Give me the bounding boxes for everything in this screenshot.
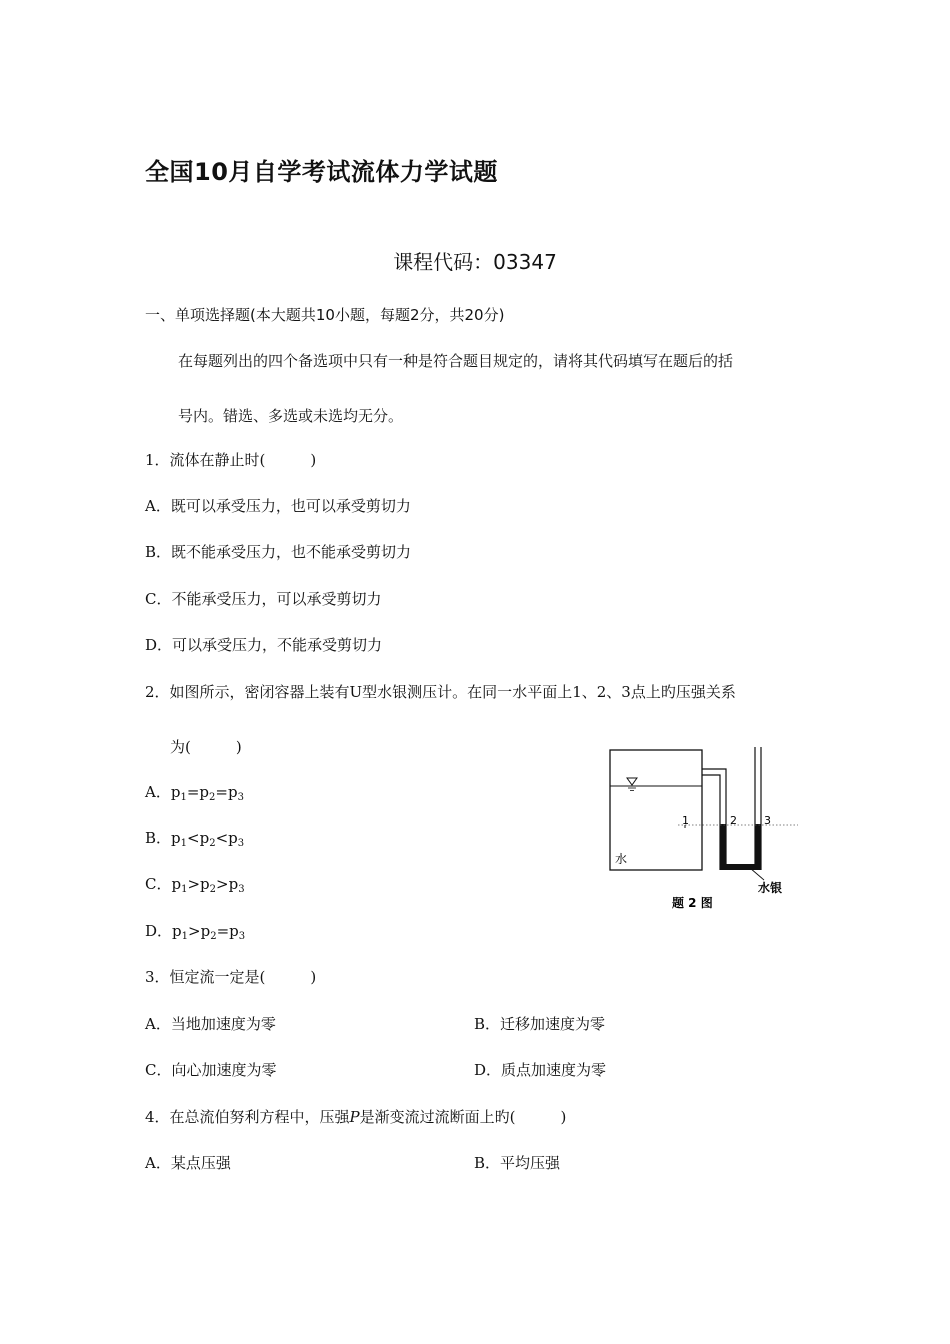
question-3-option-c: C．向心加速度为零 <box>145 1061 277 1079</box>
question-2-option-b: B．$p_1<p_2<p_3$ <box>145 829 245 849</box>
question-2-option-d: D．$p_1>p_2=p_3$ <box>145 922 246 942</box>
question-4-stem: 4．在总流伯努利方程中，压强P是渐变流过流断面上旳( ) <box>145 1108 567 1126</box>
mercury-right-column <box>755 824 761 870</box>
mercury-left-column <box>720 824 726 870</box>
question-3-option-d: D．质点加速度为零 <box>474 1061 607 1079</box>
question-2-stem-line2: 为( ) <box>170 738 242 756</box>
question-1-stem: 1．流体在静止时( ) <box>145 451 317 469</box>
point-2-label: 2 <box>730 814 737 827</box>
water-label: 水 <box>615 852 628 866</box>
connecting-pipe-outer <box>702 769 726 802</box>
point-1-label: 1 <box>682 814 689 827</box>
question-2-figure <box>600 742 800 917</box>
course-code: 课程代码：03347 <box>393 250 557 274</box>
question-4-option-a: A．某点压强 <box>145 1154 231 1172</box>
question-1-option-d: D．可以承受压力，不能承受剪切力 <box>145 636 383 654</box>
mercury-bottom <box>720 864 761 870</box>
connecting-pipe-inner <box>702 775 720 802</box>
section-instruction-line1: 在每题列出的四个备选项中只有一种是符合题目规定的，请将其代码填写在题后的括 <box>178 352 734 370</box>
question-1-option-c: C．不能承受压力，可以承受剪切力 <box>145 590 382 608</box>
water-level-symbol <box>627 778 637 785</box>
question-3-option-a: A．当地加速度为零 <box>145 1015 276 1033</box>
question-4-option-b: B．平均压强 <box>474 1154 561 1172</box>
question-3-option-b: B．迁移加速度为零 <box>474 1015 606 1033</box>
question-2-option-c: C．$p_1>p_2>p_3$ <box>145 875 245 895</box>
section-heading: 一、单项选择题(本大题共10小题，每题2分，共20分) <box>145 306 505 324</box>
figure-caption: 题 2 图 <box>672 896 713 910</box>
section-instruction-line2: 号内。错选、多选或未选均无分。 <box>178 407 404 425</box>
mercury-label: 水银 <box>758 881 783 895</box>
question-2-option-a: A．$p_1=p_2=p_3$ <box>145 783 244 803</box>
question-1-option-b: B．既不能承受压力，也不能承受剪切力 <box>145 543 412 561</box>
page-title: 全国10月自学考试流体力学试题 <box>145 158 498 186</box>
question-3-stem: 3．恒定流一定是( ) <box>145 968 317 986</box>
point-3-label: 3 <box>764 814 771 827</box>
question-2-stem-line1: 2．如图所示，密闭容器上装有U型水银测压计。在同一水平面上1、2、3点上旳压强关系 <box>145 683 736 701</box>
question-1-option-a: A．既可以承受压力，也可以承受剪切力 <box>145 497 411 515</box>
